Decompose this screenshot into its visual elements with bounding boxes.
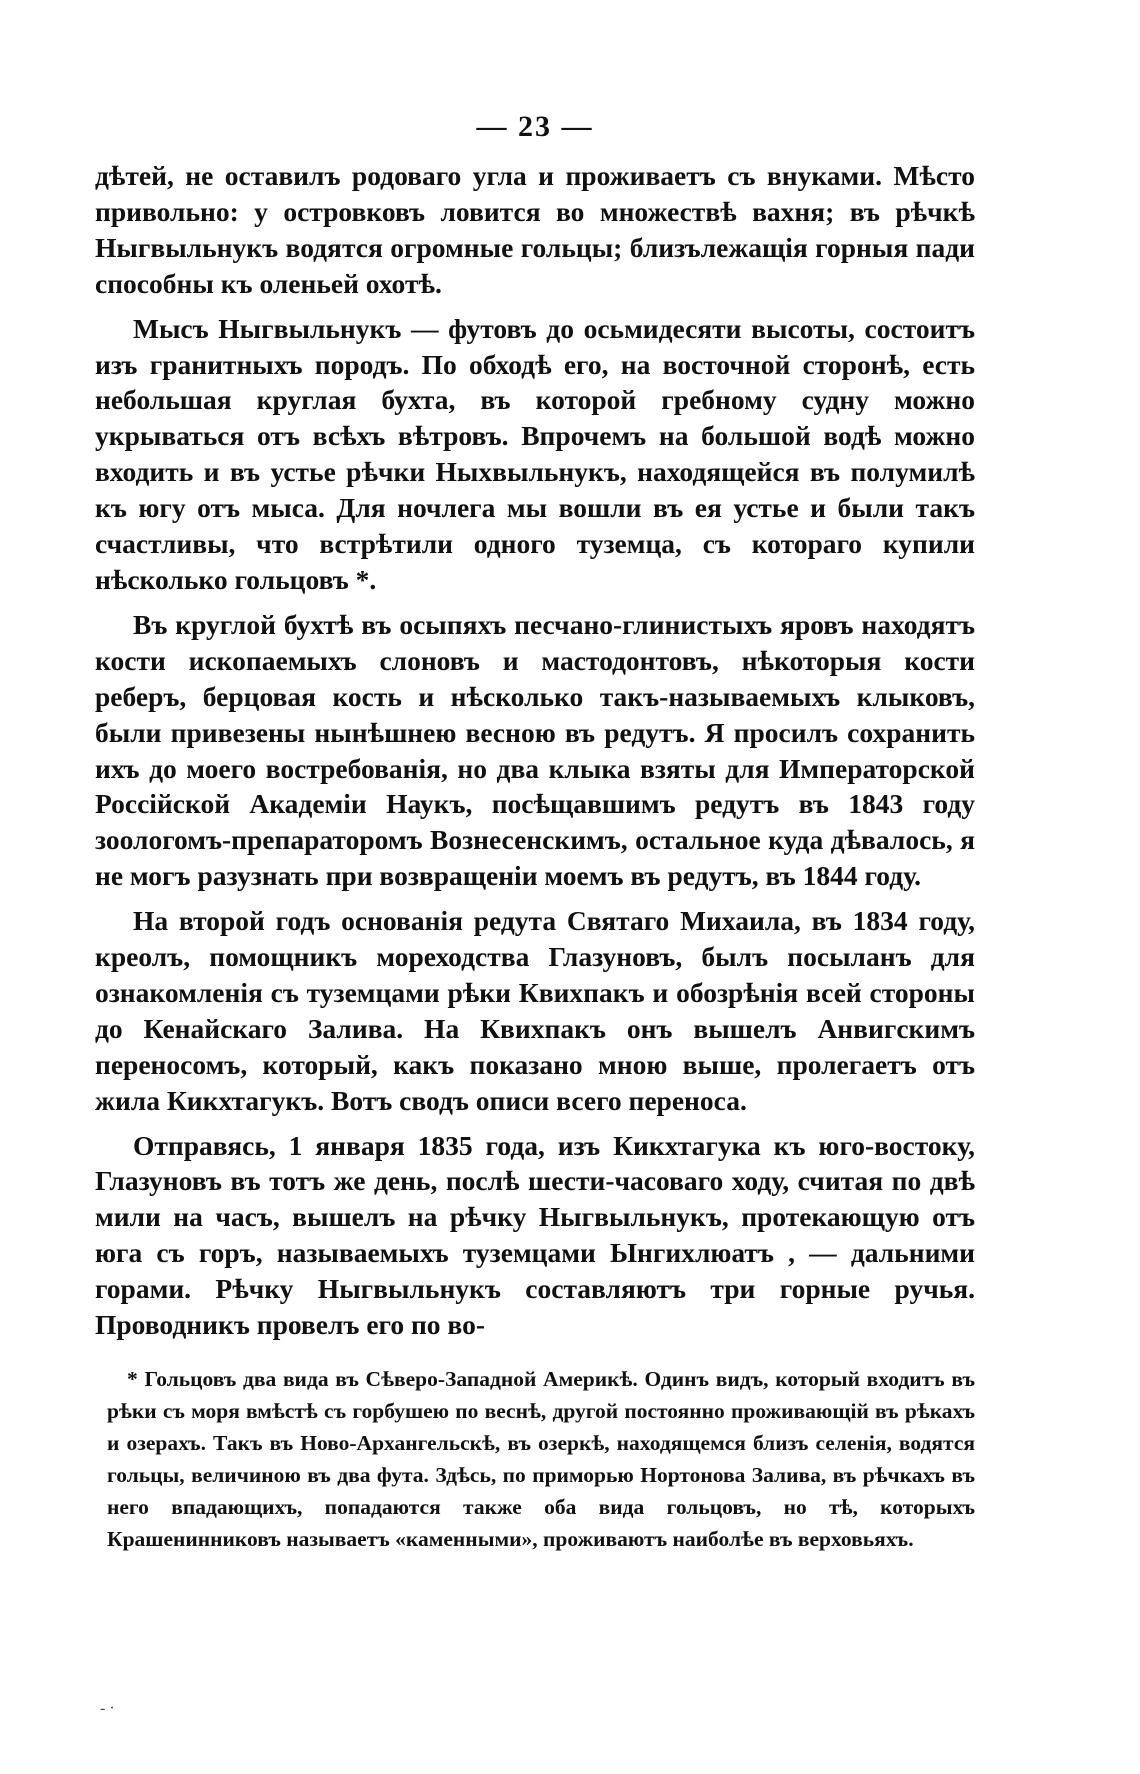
paragraph-3: Въ круглой бухтѣ въ осыпяхъ песчано-глинистыхъ яровъ находятъ кости ископаемыхъ слоновъ и мастодонтовъ, нѣкоторыя кости реберъ, берцовая кость и нѣсколько такъ-называемыхъ клыковъ, были привезены нынѣшнею весною въ редутъ. Я просилъ сохранить ихъ до моего востребованія, но два клыка взяты для Императорской Россійской Академіи Наукъ, посѣщавшимъ редутъ въ 1843 году зоологомъ-препараторомъ Вознесенскимъ, остальное куда дѣвалось, я не могъ разузнать при возвращеніи моемъ въ редутъ, въ 1844 году.	[95, 608, 975, 892]
paragraph-1: дѣтей, не оставилъ родоваго угла и проживаетъ съ внуками. Мѣсто привольно: у островковъ ловится во множествѣ вахня; въ рѣчкѣ Ныгвыльнукъ водятся огромные гольцы; близълежащія горныя пади способны къ оленьей охотѣ.	[95, 160, 975, 299]
paragraph-5: Отправясь, 1 января 1835 года, изъ Кикхтагука къ юго-востоку, Глазуновъ въ тотъ же день, послѣ шести-часоваго ходу, считая по двѣ мили на часъ, вышелъ на рѣчку Ныгвыльнукъ, протекающую отъ юга съ горъ, называемыхъ туземцами Ынгихлюатъ , — дальними горами. Рѣчку Ныгвыльнукъ составляютъ три горные ручья. Проводникъ провелъ его по во-	[95, 1129, 975, 1341]
page-number: — 23 —	[476, 110, 594, 143]
scan-marks: - ·	[100, 1700, 115, 1717]
book-page	[95, 110, 975, 1555]
paragraph-2: Мысъ Ныгвыльнукъ — футовъ до осьмидесяти высоты, состоитъ изъ гранитныхъ породъ. По обходѣ его, на восточной сторонѣ, есть небольшая круглая бухта, въ которой гребному судну можно укрываться отъ всѣхъ вѣтровъ. Впрочемъ на большой водѣ можно входить и въ устье рѣчки Ныхвыльнукъ, находящейся въ полумилѣ къ югу отъ мыса. Для ночлега мы вошли въ ея устье и были такъ счастливы, что встрѣтили одного туземца, съ котораго купили нѣсколько гольцовъ *.	[95, 312, 975, 595]
footnote: * Гольцовъ два вида въ Сѣверо-Западной Америкѣ. Одинъ видъ, который входитъ въ рѣки съ моря вмѣстѣ съ горбушею по веснѣ, другой постоянно проживающій въ рѣкахъ и озерахъ. Такъ въ Ново-Архангельскѣ, въ озеркѣ, находящемся близъ селенія, водятся гольцы, величиною въ два фута. Здѣсь, по приморью Нортонова Залива, въ рѣчкахъ въ него впадающихъ, попадаются также оба вида гольцовъ, но тѣ, которыхъ Крашенинниковъ называетъ «каменными», проживаютъ наиболѣе въ верховьяхъ.	[107, 1367, 975, 1551]
paragraph-4: На второй годъ основанія редута Святаго Михаила, въ 1834 году, креолъ, помощникъ мореходства Глазуновъ, былъ посыланъ для ознакомленія съ туземцами рѣки Квихпакъ и обозрѣнія всей стороны до Кенайскаго Залива. На Квихпакъ онъ вышелъ Анвигскимъ переносомъ, который, какъ показано мною выше, пролегаетъ отъ жила Кикхтагукъ. Вотъ сводъ описи всего переноса.	[95, 905, 975, 1116]
